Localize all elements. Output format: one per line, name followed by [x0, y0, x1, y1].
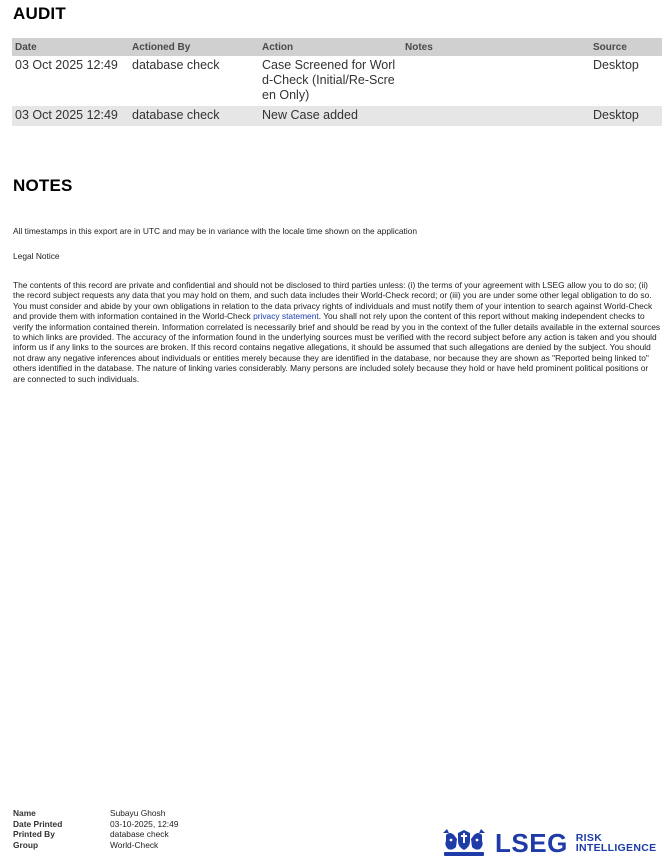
footer-label-date-printed: Date Printed — [13, 818, 63, 829]
notes-section-title: NOTES — [13, 176, 73, 195]
privacy-statement-link[interactable]: privacy statement — [253, 311, 319, 322]
logo-brand-text: LSEG — [495, 827, 568, 858]
audit-table-header — [12, 38, 662, 56]
print-details-footer — [13, 808, 178, 850]
logo-subtitle-line-2: INTELLIGENCE — [575, 842, 657, 854]
legal-notice-heading: Legal Notice — [13, 251, 60, 261]
footer-value-name: Subayu Ghosh — [110, 808, 166, 818]
column-header-action: Action — [259, 38, 402, 56]
column-header-notes: Notes — [402, 38, 590, 56]
cell-notes — [402, 106, 590, 126]
logo-subtitle — [576, 833, 657, 854]
footer-value-group: World-Check — [110, 839, 159, 850]
column-header-date: Date — [12, 38, 129, 56]
table-row — [12, 56, 662, 106]
legal-notice-body — [13, 280, 661, 384]
lseg-logo — [440, 826, 656, 860]
footer-label-printed-by: Printed By — [13, 829, 55, 839]
cell-action: New Case added — [259, 106, 402, 126]
timestamp-note: All timestamps in this export are in UTC and may be in variance with the locale time shown on the application — [13, 226, 418, 236]
lseg-coat-of-arms-icon — [440, 827, 488, 859]
column-header-source: Source — [590, 38, 662, 56]
table-row — [12, 106, 662, 126]
footer-label-group: Group — [13, 839, 39, 850]
cell-source: Desktop — [593, 58, 639, 72]
column-header-actioned-by: Actioned By — [129, 38, 259, 56]
legal-text-part-2: . You shall not rely upon the content of this report without making independent checks to verify the information contained therein. Information correlated is necessarily brief and should be read by you in the context of the fuller details available in the external sources to which links are provided. The accuracy of the information found in the underlying sources must be verified with the record subject before any action is taken and you should inform us if any links to the sources are broken. If this record contains negative allegations, it should be assumed that such allegations are denied by the subject. You should not draw any negative inferences about individuals or entities merely because they are identified in the database, nor because they are shown as "Reported being linked to" others identified in the database. The nature of linking varies considerably. Many persons are included solely because they hold or have held prominent political positions or are connected to such individuals. — [13, 311, 661, 384]
audit-table — [12, 38, 662, 126]
cell-source: Desktop — [590, 106, 662, 126]
cell-date: 03 Oct 2025 12:49 — [15, 58, 118, 72]
logo-subtitle-line-1: RISK — [575, 831, 603, 844]
cell-actioned-by: database check — [132, 58, 220, 72]
cell-action: Case Screened for World-Check (Initial/Re-Screen Only) — [262, 58, 396, 102]
cell-actioned-by: database check — [129, 106, 259, 126]
footer-label-name: Name — [13, 808, 36, 818]
footer-value-date-printed: 03-10-2025, 12:49 — [110, 818, 179, 829]
audit-section-title: AUDIT — [13, 4, 66, 23]
cell-date: 03 Oct 2025 12:49 — [12, 106, 129, 126]
footer-value-printed-by: database check — [110, 829, 169, 839]
cell-notes — [402, 56, 590, 106]
legal-text-part-1: The contents of this record are private and confidential and should not be disclosed to third parties unless: (i) the terms of your agreement with LSEG allow you to do so; (ii) the record subject requests any data that you may hold on them, and such data includes their World-Check record; or (iii) you are under some other legal obligation to do so. You must consider and abide by your own obligations in relation to the data privacy rights of individuals and must notify them of your intention to search against World-Check and provide them with information contained in the World-Check — [13, 280, 653, 322]
